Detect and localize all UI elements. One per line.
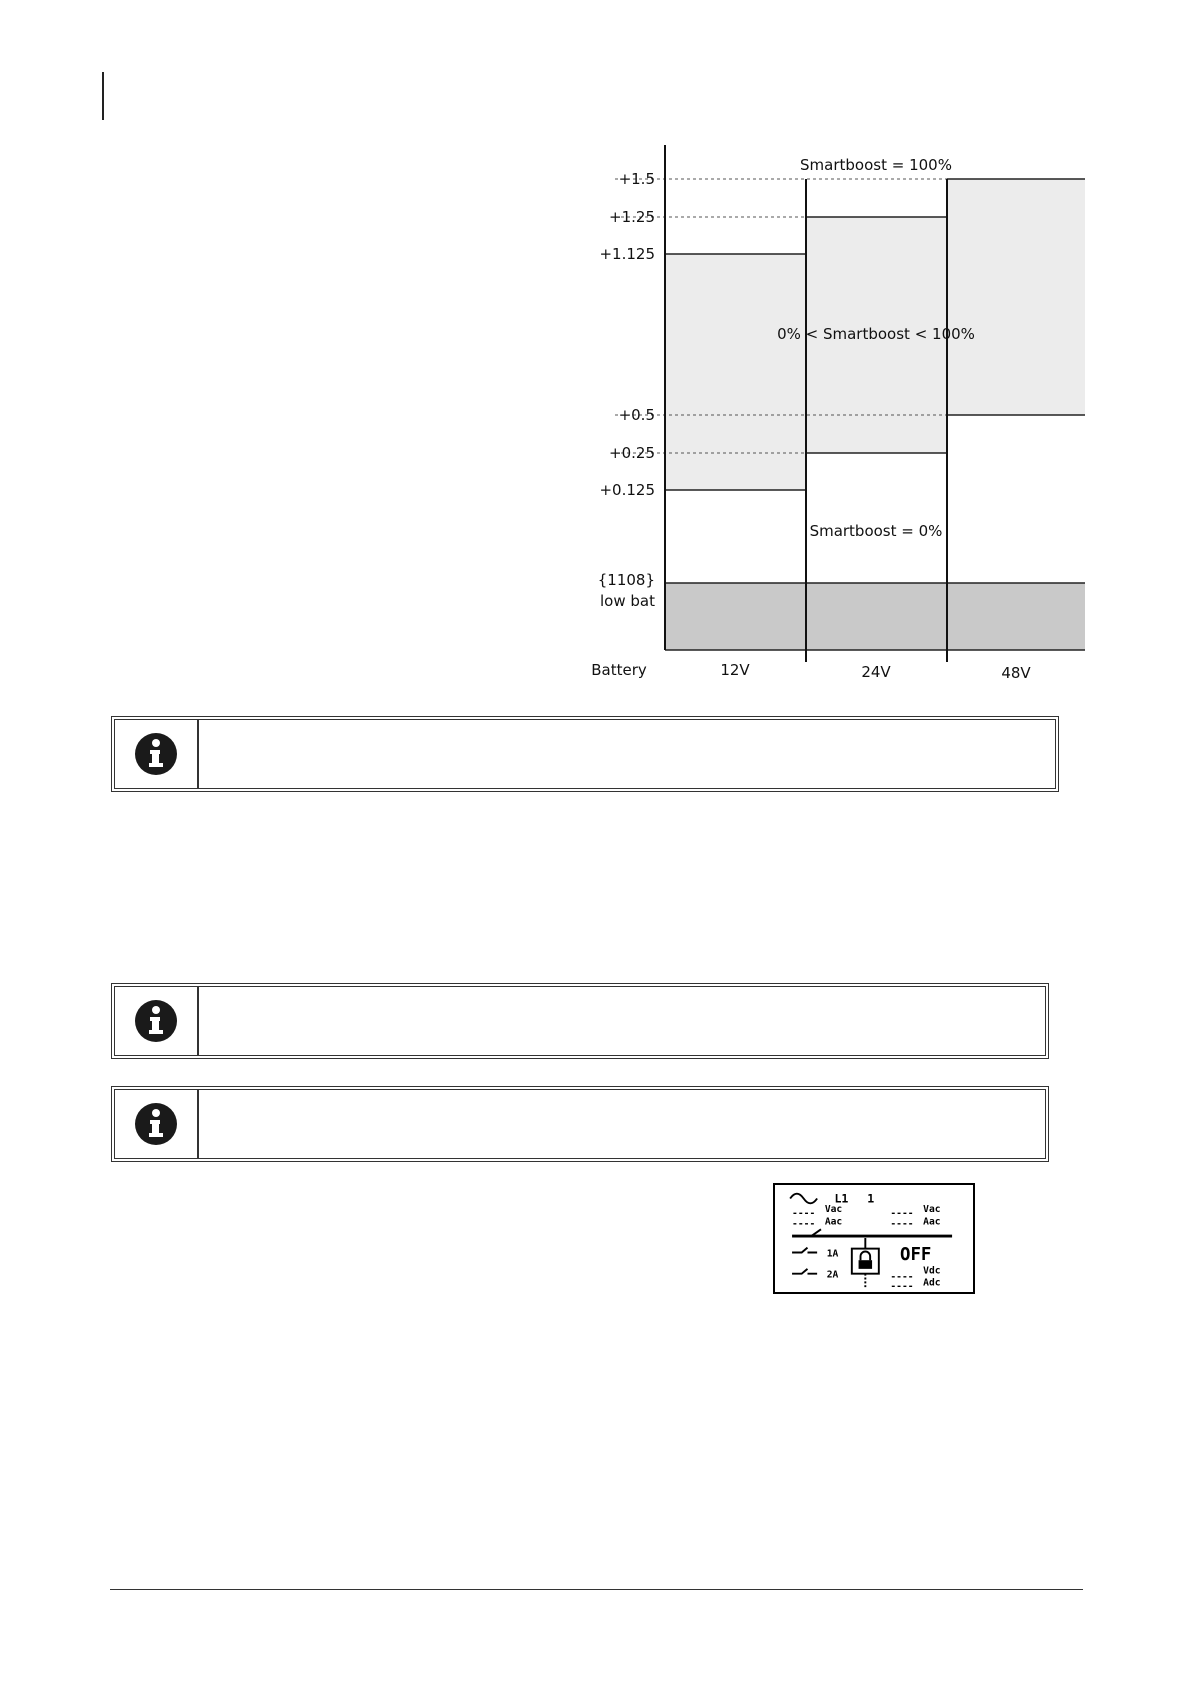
battery-axis-label: Battery bbox=[591, 661, 647, 679]
header-margin-rule bbox=[102, 72, 104, 120]
level-label: +0.5 bbox=[618, 406, 655, 424]
info-note-3 bbox=[114, 1089, 1046, 1159]
low-bat-label: low bat bbox=[600, 592, 655, 610]
level-label: +1.5 bbox=[618, 170, 655, 188]
level-label: +1.125 bbox=[599, 245, 655, 263]
low-bat-param: {1108} bbox=[597, 571, 655, 589]
info-icon bbox=[134, 1102, 178, 1146]
lcd-input-2: 2A bbox=[826, 1269, 839, 1281]
lcd-vac-out: Vac bbox=[923, 1203, 941, 1215]
label-smartboost-full: Smartboost = 100% bbox=[800, 156, 952, 174]
label-smartboost-zero: Smartboost = 0% bbox=[809, 522, 943, 540]
lcd-display bbox=[773, 1183, 975, 1294]
info-note-text bbox=[199, 987, 1045, 1055]
info-icon-cell bbox=[115, 1090, 199, 1158]
lcd-vdc: Vdc bbox=[923, 1265, 941, 1277]
lcd-input-switch-icon bbox=[792, 1248, 817, 1274]
lcd-dashes: ---- bbox=[890, 1218, 914, 1230]
lcd-phase: L1 bbox=[834, 1191, 849, 1206]
lock-icon bbox=[861, 1252, 871, 1261]
info-note-2 bbox=[114, 986, 1046, 1056]
lcd-phase-num: 1 bbox=[867, 1191, 875, 1206]
lcd-adc: Adc bbox=[923, 1277, 941, 1289]
info-icon-cell bbox=[115, 987, 199, 1055]
partial-region-48v bbox=[947, 179, 1085, 415]
battery-12v: 12V bbox=[720, 661, 750, 679]
battery-24v: 24V bbox=[861, 663, 891, 681]
level-label: +1.25 bbox=[609, 208, 655, 226]
low-bat-region bbox=[665, 583, 1085, 650]
level-label: +0.125 bbox=[599, 481, 655, 499]
info-icon bbox=[134, 732, 178, 776]
lcd-aac-out: Aac bbox=[923, 1216, 941, 1228]
footer-rule bbox=[110, 1589, 1083, 1590]
info-note-text bbox=[199, 720, 1055, 788]
battery-48v: 48V bbox=[1001, 664, 1031, 682]
info-icon-cell bbox=[115, 720, 199, 788]
lcd-input-1: 1A bbox=[826, 1248, 839, 1260]
lcd-dashes: ---- bbox=[792, 1218, 816, 1230]
info-note-1 bbox=[114, 719, 1056, 789]
lcd-state: OFF bbox=[900, 1245, 932, 1266]
info-icon bbox=[134, 999, 178, 1043]
level-label: +0.25 bbox=[609, 444, 655, 462]
lcd-dashes: ---- bbox=[890, 1281, 914, 1293]
lcd-aac-in: Aac bbox=[824, 1216, 843, 1228]
lcd-dashes: ---- bbox=[890, 1271, 914, 1283]
label-smartboost-partial: 0% < Smartboost < 100% bbox=[777, 325, 975, 343]
info-note-text bbox=[199, 1090, 1045, 1158]
lcd-dashes: ---- bbox=[890, 1207, 914, 1219]
smartboost-diagram bbox=[585, 140, 1085, 685]
partial-region-12v bbox=[665, 254, 806, 490]
lcd-dashes: ---- bbox=[792, 1207, 816, 1219]
ac-wave-icon bbox=[790, 1194, 817, 1204]
lcd-vac-in: Vac bbox=[824, 1203, 843, 1215]
